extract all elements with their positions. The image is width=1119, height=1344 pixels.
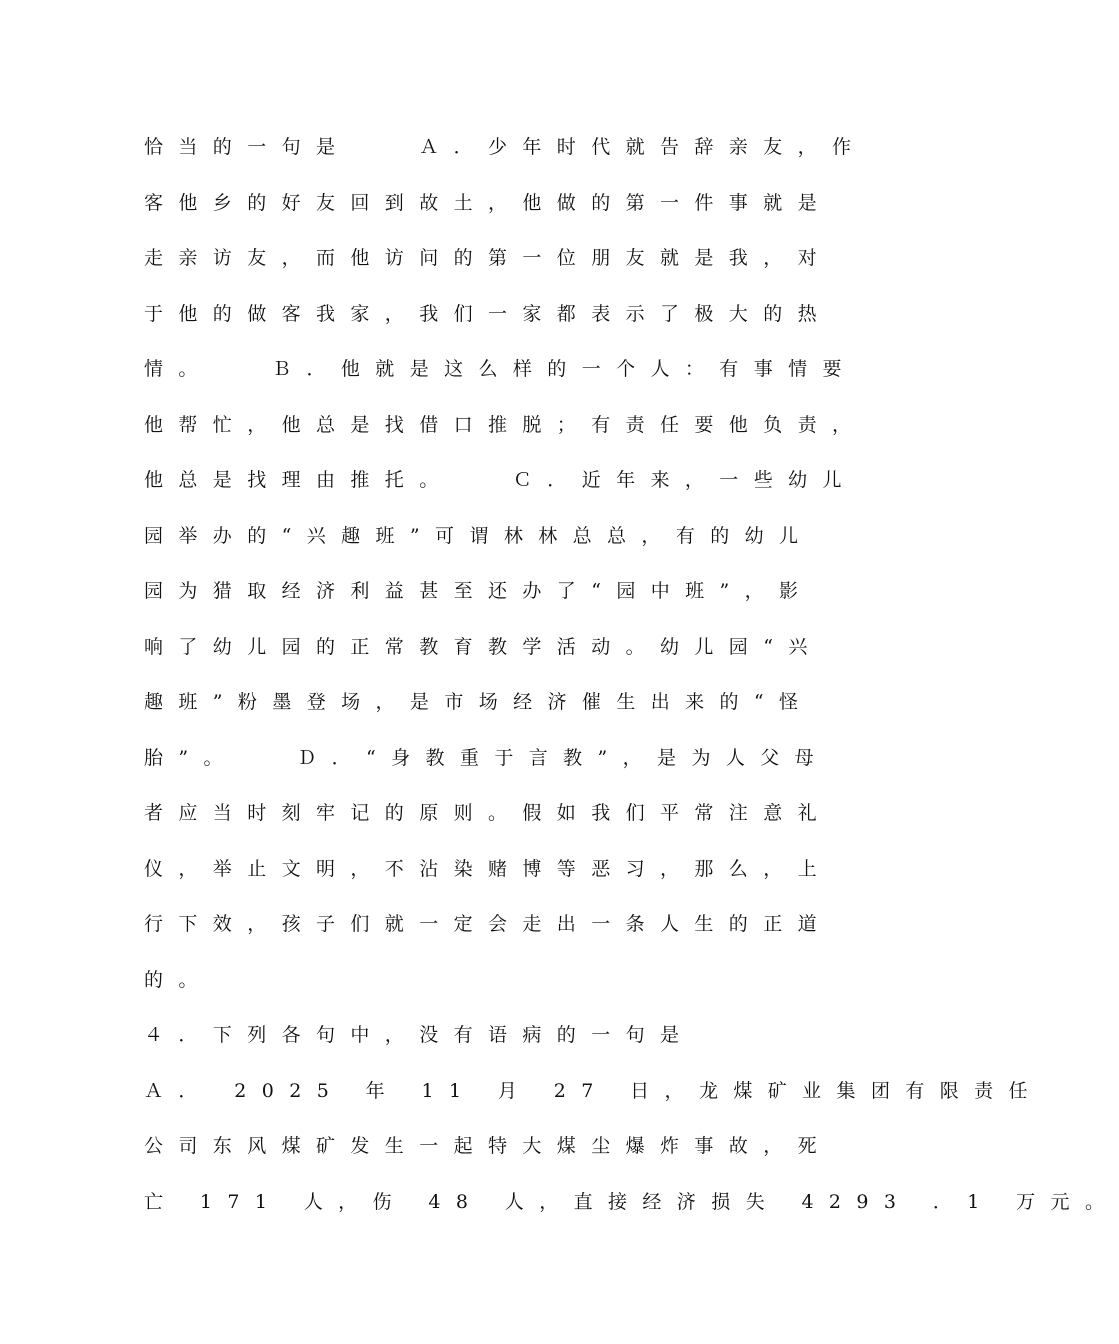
text-line: 亡 171 人，伤 48 人，直接经济损失 4293 ．1 万元。 — [144, 1190, 1119, 1213]
text-line: 情。 Ｂ．他就是这么样的一个人：有事情要 — [144, 358, 857, 380]
question-heading: ４．下列各句中，没有语病的一句是 — [144, 1024, 695, 1046]
text-line: 恰当的一句是 Ａ．少年时代就告辞亲友，作 — [144, 136, 867, 158]
text-line: 园举办的“兴趣班”可谓林林总总，有的幼儿 — [144, 524, 814, 547]
text-line: 者应当时刻牢记的原则。假如我们平常注意礼 — [144, 802, 833, 824]
text-line: 仪，举止文明，不沾染赌博等恶习，那么，上 — [144, 857, 833, 880]
text-line: 响了幼儿园的正常教育教学活动。幼儿园“兴 — [144, 635, 823, 658]
text-line: 趣班”粉墨登场，是市场经济催生出来的“怪 — [144, 691, 814, 713]
text-line: 行下效，孩子们就一定会走出一条人生的正道 — [144, 913, 833, 935]
option-a-line: Ａ． 2025 年 11 月 27 日，龙煤矿业集团有限责任 — [144, 1079, 1043, 1102]
text-line: 他总是找理由推托。 Ｃ．近年来，一些幼儿 — [144, 469, 857, 491]
text-line: 他帮忙，他总是找借口推脱；有责任要他负责， — [144, 413, 867, 436]
text-line: 胎”。 Ｄ．“身教重于言教”，是为人父母 — [144, 746, 830, 769]
document-body — [144, 120, 1119, 1230]
text-line: 走亲访友，而他访问的第一位朋友就是我，对 — [144, 247, 833, 269]
text-line: 的。 — [144, 968, 213, 991]
text-line: 园为猎取经济利益甚至还办了“园中班”，影 — [144, 580, 814, 602]
text-line: 于他的做客我家，我们一家都表示了极大的热 — [144, 302, 833, 325]
text-line: 客他乡的好友回到故土，他做的第一件事就是 — [144, 191, 833, 214]
text-line: 公司东风煤矿发生一起特大煤尘爆炸事故，死 — [144, 1135, 833, 1157]
